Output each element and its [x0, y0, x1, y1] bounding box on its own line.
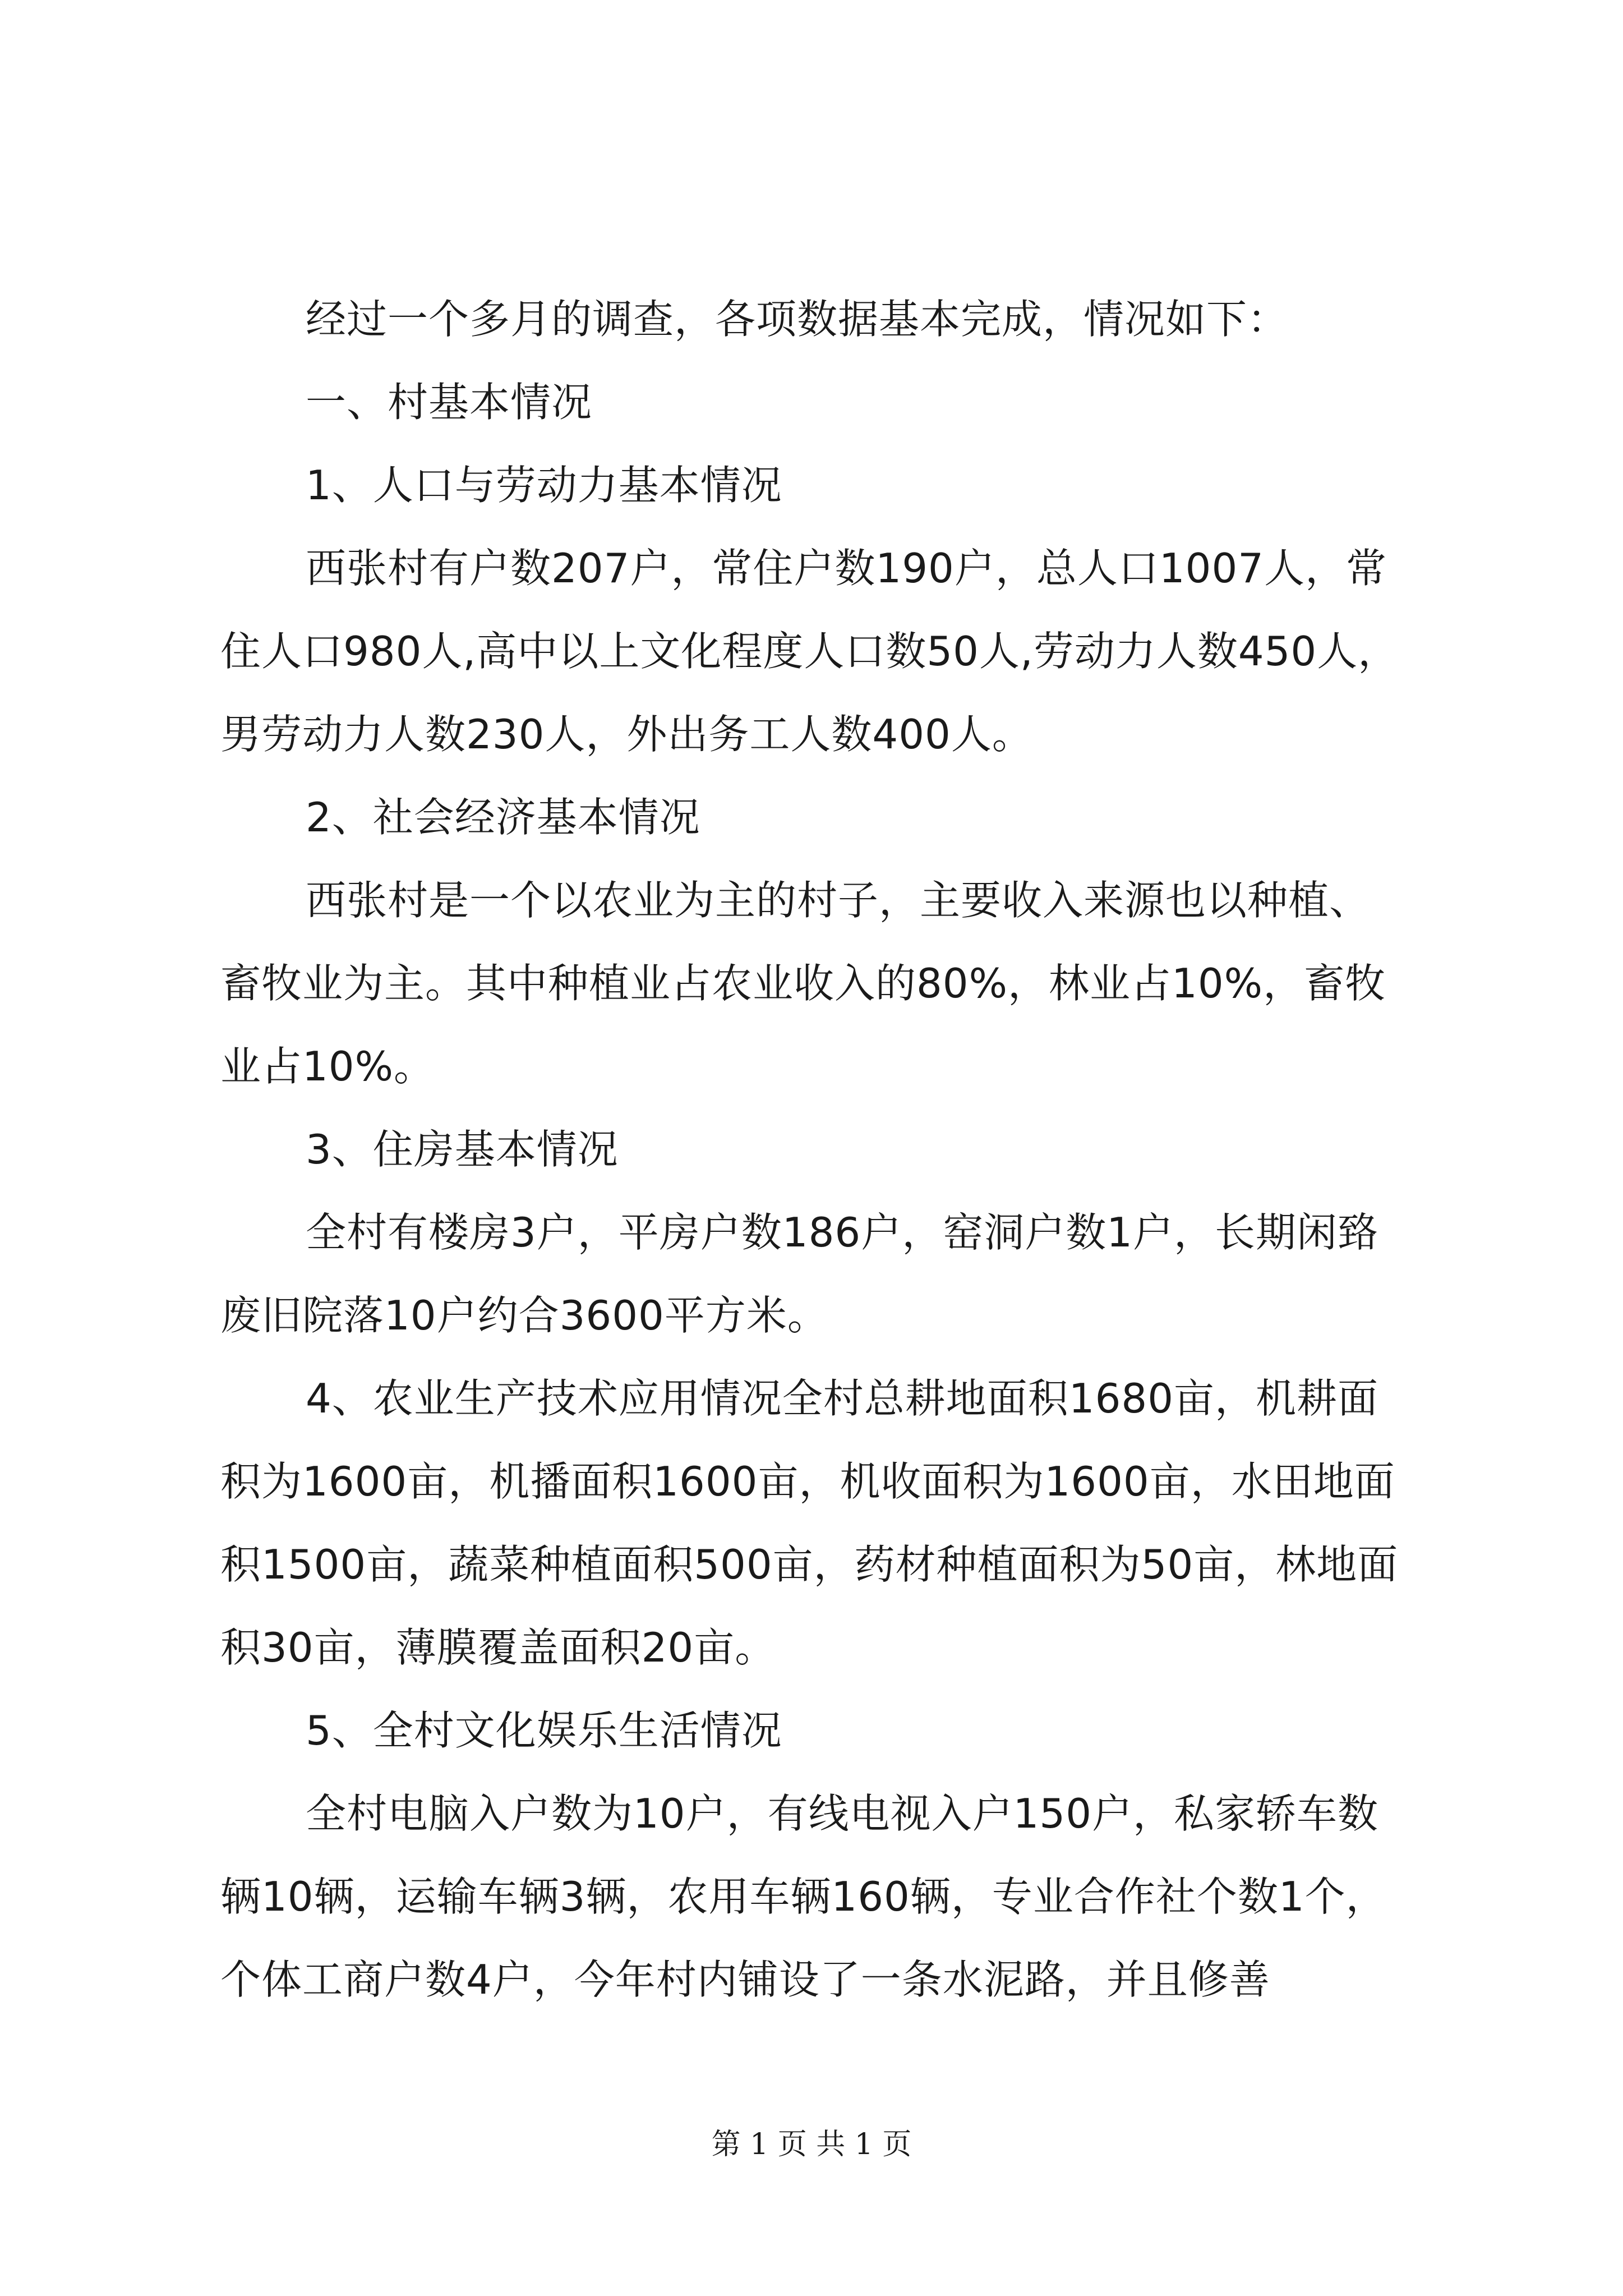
paragraph-housing: 全村有楼房3户，平房户数186户，窑洞户数1户，长期闲臵废旧院落10户约合3600平方米。 [220, 1209, 1379, 1339]
page-footer: 第 1 页 共 1 页 [711, 2128, 912, 2161]
document-body [220, 278, 1409, 2021]
paragraph-social-economy: 西张村是一个以农业为主的村子，主要收入来源也以种植、畜牧业为主。其中种植业占农业收入的80%，林业占10%，畜牧业占10%。 [220, 877, 1386, 1090]
paragraph-culture-entertainment: 全村电脑入户数为10户，有线电视入户150户，私家轿车数辆10辆，运输车辆3辆，农用车辆160辆，专业合作社个数1个，个体工商户数4户，今年村内铺设了一条水泥路，并且修善 [220, 1790, 1387, 2003]
subheading-culture-entertainment: 5、全村文化娱乐生活情况 [306, 1707, 782, 1754]
paragraph-intro: 经过一个多月的调查，各项数据基本完成，情况如下： [306, 296, 1289, 343]
heading-village-basic-info: 一、村基本情况 [306, 379, 593, 426]
subheading-housing: 3、住房基本情况 [306, 1126, 619, 1173]
paragraph-population-labor: 西张村有户数207户，常住户数190户，总人口1007人，常住人口980人,高中以上文化程度人口数50人,劳动力人数450人，男劳动力人数230人，外出务工人数400人。 [220, 545, 1399, 758]
paragraph-agri-technology: 4、农业生产技术应用情况全村总耕地面积1680亩，机耕面积为1600亩，机播面积1600亩，机收面积为1600亩，水田地面积1500亩，蔬菜种植面积500亩，药材种植面积为50亩，林地面积30亩，薄膜覆盖面积20亩。 [220, 1375, 1399, 1671]
subheading-population-labor: 1、人口与劳动力基本情况 [306, 462, 782, 509]
subheading-social-economy: 2、社会经济基本情况 [306, 794, 700, 841]
